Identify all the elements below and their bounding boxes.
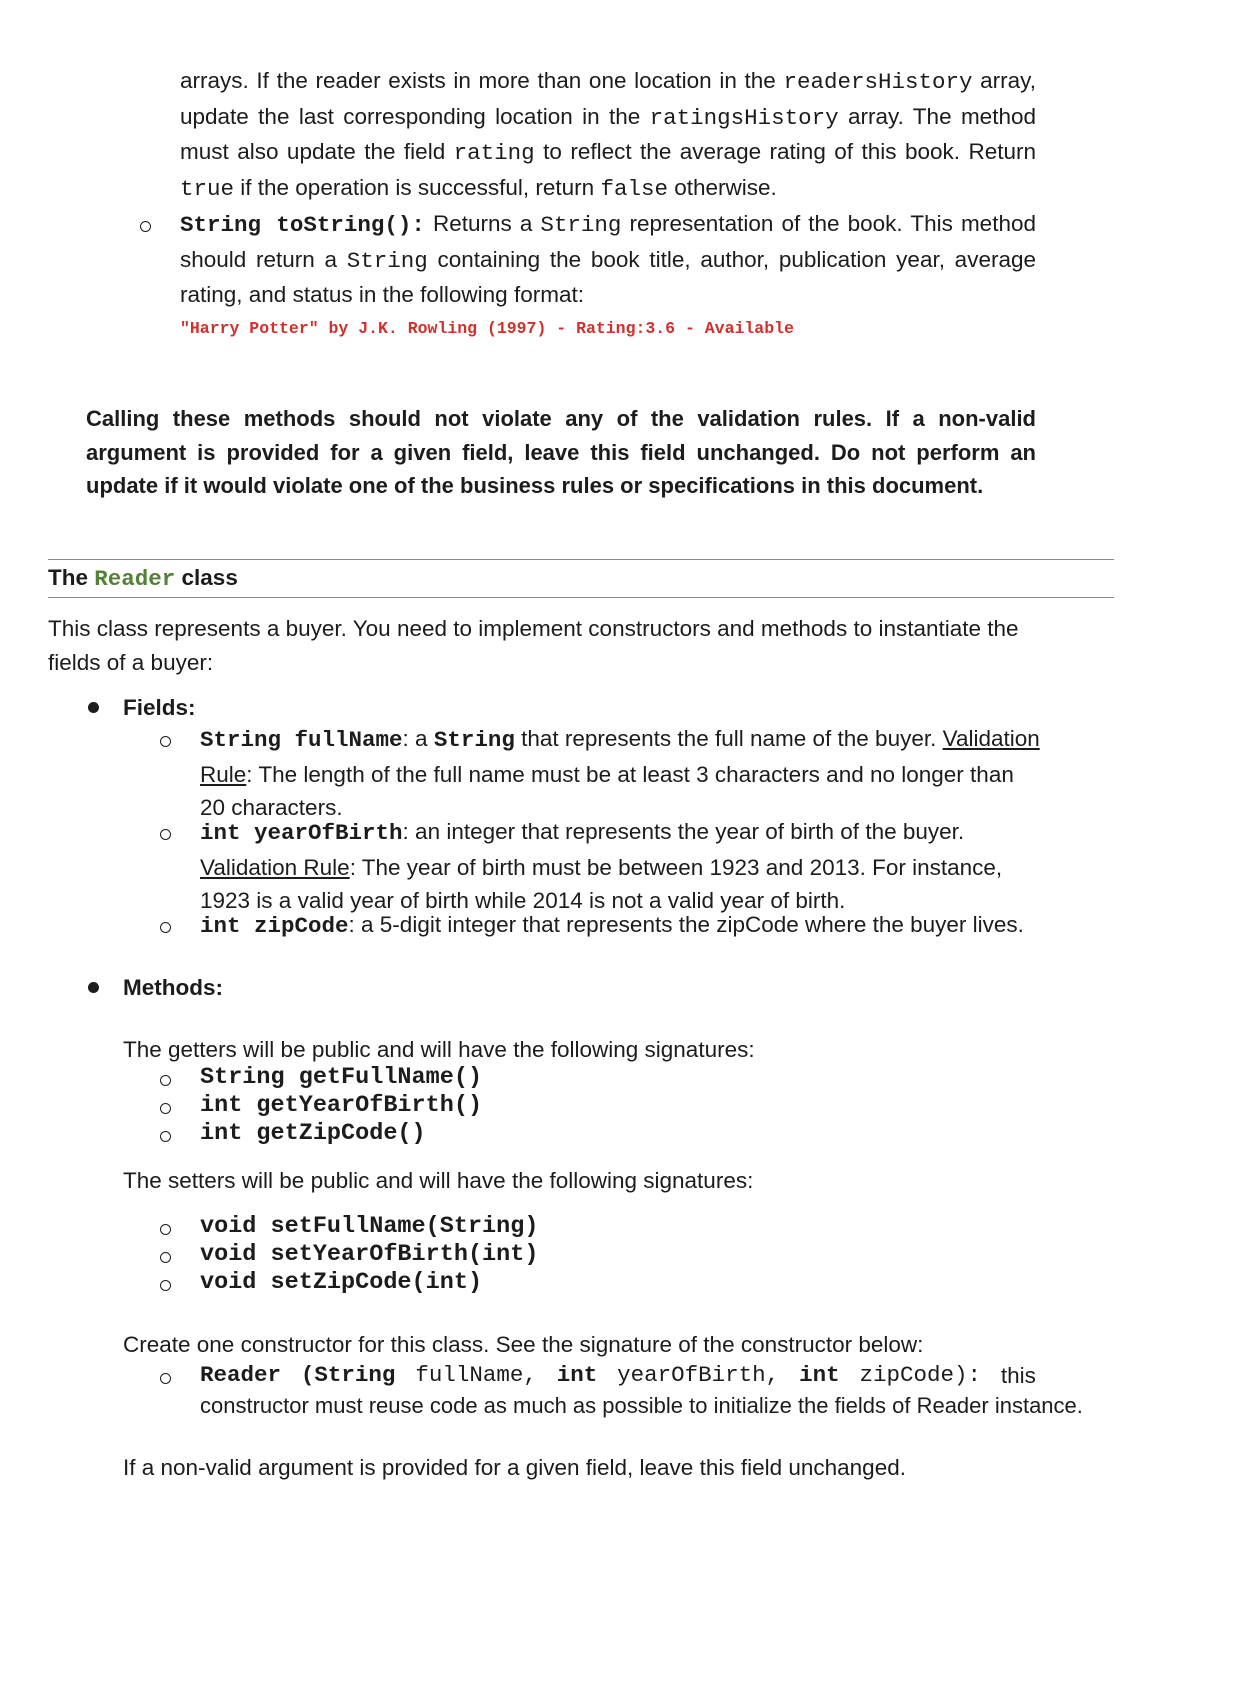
- code-rating: rating: [453, 140, 535, 166]
- field-zipcode: int zipCode: a 5-digit integer that represents the zipCode where the buyer lives.: [200, 912, 1024, 939]
- hollow-bullet-icon: [140, 221, 151, 232]
- tostring-signature: String toString():: [180, 212, 425, 238]
- hollow-bullet-icon: [160, 736, 171, 747]
- hollow-bullet-icon: [160, 1131, 171, 1142]
- setters-intro: The setters will be public and will have the following signatures:: [123, 1168, 754, 1193]
- reader-class-name: Reader: [94, 566, 176, 592]
- closing-note: If a non-valid argument is provided for a given field, leave this field unchanged.: [123, 1455, 906, 1480]
- code-readersHistory: readersHistory: [783, 69, 973, 95]
- heading-top-rule: [48, 559, 1114, 560]
- setter-yearofbirth: void setYearOfBirth(int): [200, 1241, 539, 1268]
- field-fullname: String fullName: a String that represents the full name of the buyer. Validation Rule: The length of the full name must be at least 3 characters and no longer than 20 characters.: [200, 726, 1040, 820]
- solid-bullet-icon: [88, 982, 99, 993]
- fields-label: Fields:: [123, 695, 196, 720]
- reader-history-paragraph: arrays. If the reader exists in more than one location in the readersHistory array, update the last corresponding location in the ratingsHistory array. The method must also update the field rating to reflect the average rating of this book. Return true if the operation is successful, return false otherwise.: [180, 68, 1036, 202]
- setter-fullname: void setFullName(String): [200, 1213, 539, 1240]
- setter-zipcode: void setZipCode(int): [200, 1269, 483, 1296]
- heading-bottom-rule: [48, 597, 1114, 598]
- reader-intro: This class represents a buyer. You need to implement constructors and methods to instantiate the fields of a buyer:: [48, 616, 1019, 675]
- tostring-description: String toString(): Returns a String representation of the book. This method should return a String containing the book title, author, publication year, average rating, and status in the following format:: [180, 211, 1036, 307]
- field-yearofbirth: int yearOfBirth: an integer that represents the year of birth of the buyer. Validation Rule: The year of birth must be between 1923 and 2013. For instance, 1923 is a valid year of birth while 2014 is not a valid year of birth.: [200, 819, 1003, 913]
- getter-yearofbirth: int getYearOfBirth(): [200, 1092, 483, 1119]
- code-ratingsHistory: ratingsHistory: [649, 104, 839, 131]
- validation-note: Calling these methods should not violate any of the validation rules. If a non-valid argument is provided for a given field, leave this field unchanged. Do not perform an update if it would violate one of the business rules or specifications in this document.: [86, 406, 1036, 498]
- tostring-example: "Harry Potter" by J.K. Rowling (1997) - Rating:3.6 - Available: [180, 319, 794, 338]
- hollow-bullet-icon: [160, 1373, 171, 1384]
- constructor-signature: Reader (String fullName, int yearOfBirth, int zipCode): this: [200, 1362, 1036, 1388]
- getters-intro: The getters will be public and will have the following signatures:: [123, 1037, 755, 1062]
- getter-fullname: String getFullName(): [200, 1064, 483, 1091]
- hollow-bullet-icon: [160, 1280, 171, 1291]
- constructor-description: constructor must reuse code as much as possible to initialize the fields of Reader instance.: [200, 1393, 1083, 1418]
- hollow-bullet-icon: [160, 1224, 171, 1235]
- hollow-bullet-icon: [160, 1075, 171, 1086]
- solid-bullet-icon: [88, 702, 99, 713]
- hollow-bullet-icon: [160, 1103, 171, 1114]
- constructor-intro: Create one constructor for this class. See the signature of the constructor below:: [123, 1332, 924, 1357]
- hollow-bullet-icon: [160, 829, 171, 840]
- code-false: false: [600, 175, 668, 202]
- code-true: true: [180, 175, 235, 202]
- getter-zipcode: int getZipCode(): [200, 1120, 426, 1147]
- methods-label: Methods:: [123, 975, 223, 1000]
- reader-class-heading: The Reader class: [48, 565, 238, 592]
- hollow-bullet-icon: [160, 922, 171, 933]
- hollow-bullet-icon: [160, 1252, 171, 1263]
